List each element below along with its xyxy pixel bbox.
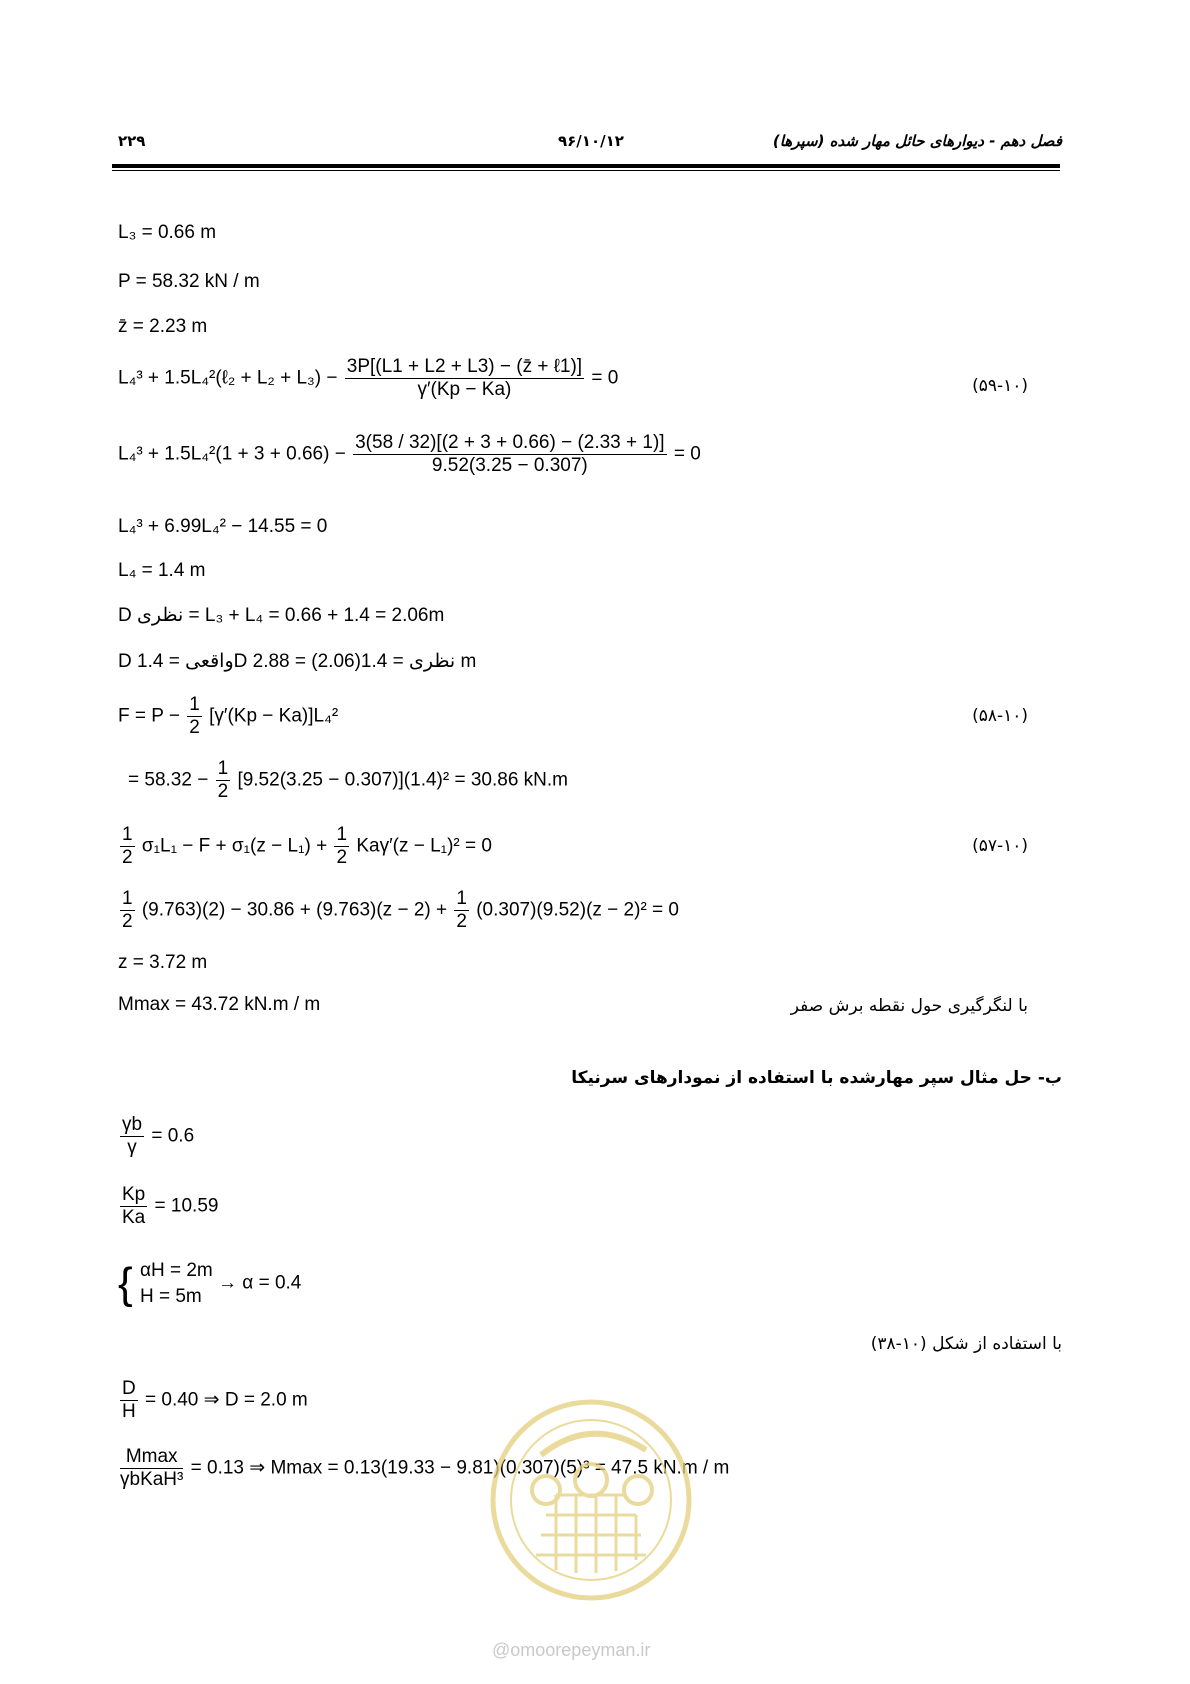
header-rule-thick [112,164,1060,168]
gamma-value: = 0.6 [151,1125,195,1147]
moment-note: با لنگرگیری حول نقطه برش صفر [790,996,1028,1016]
eq57-half-a [120,824,135,869]
d-h-numerator: D [122,1378,136,1399]
section-title: ب- حل مثال سپر مهارشده با استفاده از نمودارهای سرنیکا [571,1068,1062,1088]
equation-l4: L₄ = 1.4 m [118,560,206,581]
equation-mmax: Mmax = 43.72 kN.m / m [118,994,321,1015]
eq59-sub-fraction [353,432,666,477]
equation-58-substituted [128,758,568,803]
eq57-part-a: σ₁L₁ − F + σ₁(z − L₁) + [141,835,328,857]
equation-number-58: (۵۸-۱۰) [972,706,1028,726]
equation-z: z = 3.72 m [118,952,208,973]
gamma-denominator: γ [127,1136,137,1158]
page-number: ۲۲۹ [118,132,146,150]
equation-alpha [118,1258,301,1309]
equation-number-57: (۵۷-۱۰) [972,836,1028,856]
half-denominator: 2 [189,716,200,738]
equation-57-substituted [118,888,679,933]
half-numerator: 1 [456,888,467,909]
half-numerator: 1 [217,758,229,779]
m-value: = 0.13 ⇒ Mmax = 0.13(19.33 − 9.81)(0.307)(5)³ = 47.5 kN.m / m [190,1457,730,1479]
alpha-line-1: αH = 2m [139,1260,213,1281]
m-numerator: Mmax [120,1446,183,1469]
equation-gamma-ratio [118,1114,194,1159]
equation-k-ratio [118,1184,218,1229]
d-h-value: = 0.40 ⇒ D = 2.0 m [145,1389,308,1411]
gamma-fraction [120,1114,144,1159]
half-numerator: 1 [336,824,348,845]
equation-cubic: L₄³ + 6.99L₄² − 14.55 = 0 [118,516,328,537]
eq59-sub-rhs: = 0 [673,443,701,465]
k-value: = 10.59 [154,1195,219,1217]
watermark-url: @omoorepeyman.ir [492,1640,651,1660]
m-denominator: γbKaH³ [120,1468,184,1490]
d-h-fraction [120,1378,138,1423]
half-numerator: 1 [122,888,133,909]
eq57-sub-half-b [454,888,469,933]
equation-zbar: z̄ = 2.23 m [118,316,208,337]
equation-59 [118,356,618,401]
equation-p: P = 58.32 kN / m [118,271,260,292]
equation-l3: L₃ = 0.66 m [118,222,217,243]
eq57-sub-part-b: (0.307)(9.52)(z − 2)² = 0 [476,899,679,921]
half-denominator: 2 [336,846,348,868]
eq58-sub-half [216,758,231,803]
header-rule-thin [112,170,1060,171]
alpha-system [140,1258,213,1309]
k-numerator: Kp [122,1184,146,1205]
eq58-sub-rhs: [9.52(3.25 − 0.307)](1.4)² = 30.86 kN.m [237,769,569,791]
header-date: ۹۶/۱۰/۱۲ [558,132,624,150]
watermark-seal-icon [486,1395,696,1605]
half-denominator: 2 [217,780,229,802]
eq59-denominator: γ′(Kp − Ka) [417,378,512,400]
half-numerator: 1 [122,824,133,845]
figure-reference: با استفاده از شکل (۱۰-۳۸) [870,1334,1062,1354]
eq57-half-b [334,824,349,869]
half-denominator: 2 [456,910,467,932]
eq57-sub-part-a: (9.763)(2) − 30.86 + (9.763)(z − 2) + [141,899,448,921]
half-denominator: 2 [122,910,133,932]
eq58-lhs: F = P − [118,705,180,727]
d-h-denominator: H [122,1400,136,1422]
eq57-sub-half-a [120,888,135,933]
eq58-rhs: [γ′(Kp − Ka)]L₄² [209,705,339,727]
chapter-title: فصل دهم - دیوارهای حائل مهار شده (سپرها) [772,132,1062,150]
eq58-sub-lhs: = 58.32 − [128,769,209,791]
eq59-fraction [345,356,584,401]
eq59-sub-lhs: L₄³ + 1.5L₄²(1 + 3 + 0.66) − [118,443,346,465]
equation-d-theory: D نظری = L₃ + L₄ = 0.66 + 1.4 = 2.06m [118,605,445,626]
left-brace: { [118,1258,133,1308]
k-denominator: Ka [122,1206,146,1228]
half-numerator: 1 [189,694,200,715]
eq59-sub-denominator: 9.52(3.25 − 0.307) [431,454,588,476]
alpha-line-2: H = 5m [139,1285,202,1307]
gamma-numerator: γb [122,1114,143,1135]
eq59-rhs: = 0 [591,367,619,389]
m-fraction [120,1446,183,1491]
equation-57 [118,824,492,869]
equation-58 [118,694,338,739]
eq59-sub-numerator: 3(58 / 32)[(2 + 3 + 0.66) − (2.33 + 1)] [355,432,665,453]
eq57-part-b: Kaγ′(z − L₁)² = 0 [356,835,492,857]
alpha-result: → α = 0.4 [218,1272,302,1294]
k-fraction [120,1184,147,1229]
equation-number-59: (۵۹-۱۰) [972,376,1028,396]
equation-59-substituted [118,432,701,477]
eq59-lhs: L₄³ + 1.5L₄²(ℓ₂ + L₂ + L₃) − [118,367,338,389]
equation-d-h [118,1378,308,1423]
eq58-half [187,694,202,739]
eq59-numerator: 3P[(L1 + L2 + L3) − (z̄ + ℓ1)] [346,356,583,377]
half-denominator: 2 [122,846,133,868]
equation-d-actual: D واقعی = 1.4D نظری = 1.4(2.06) = 2.88 m [118,651,477,672]
